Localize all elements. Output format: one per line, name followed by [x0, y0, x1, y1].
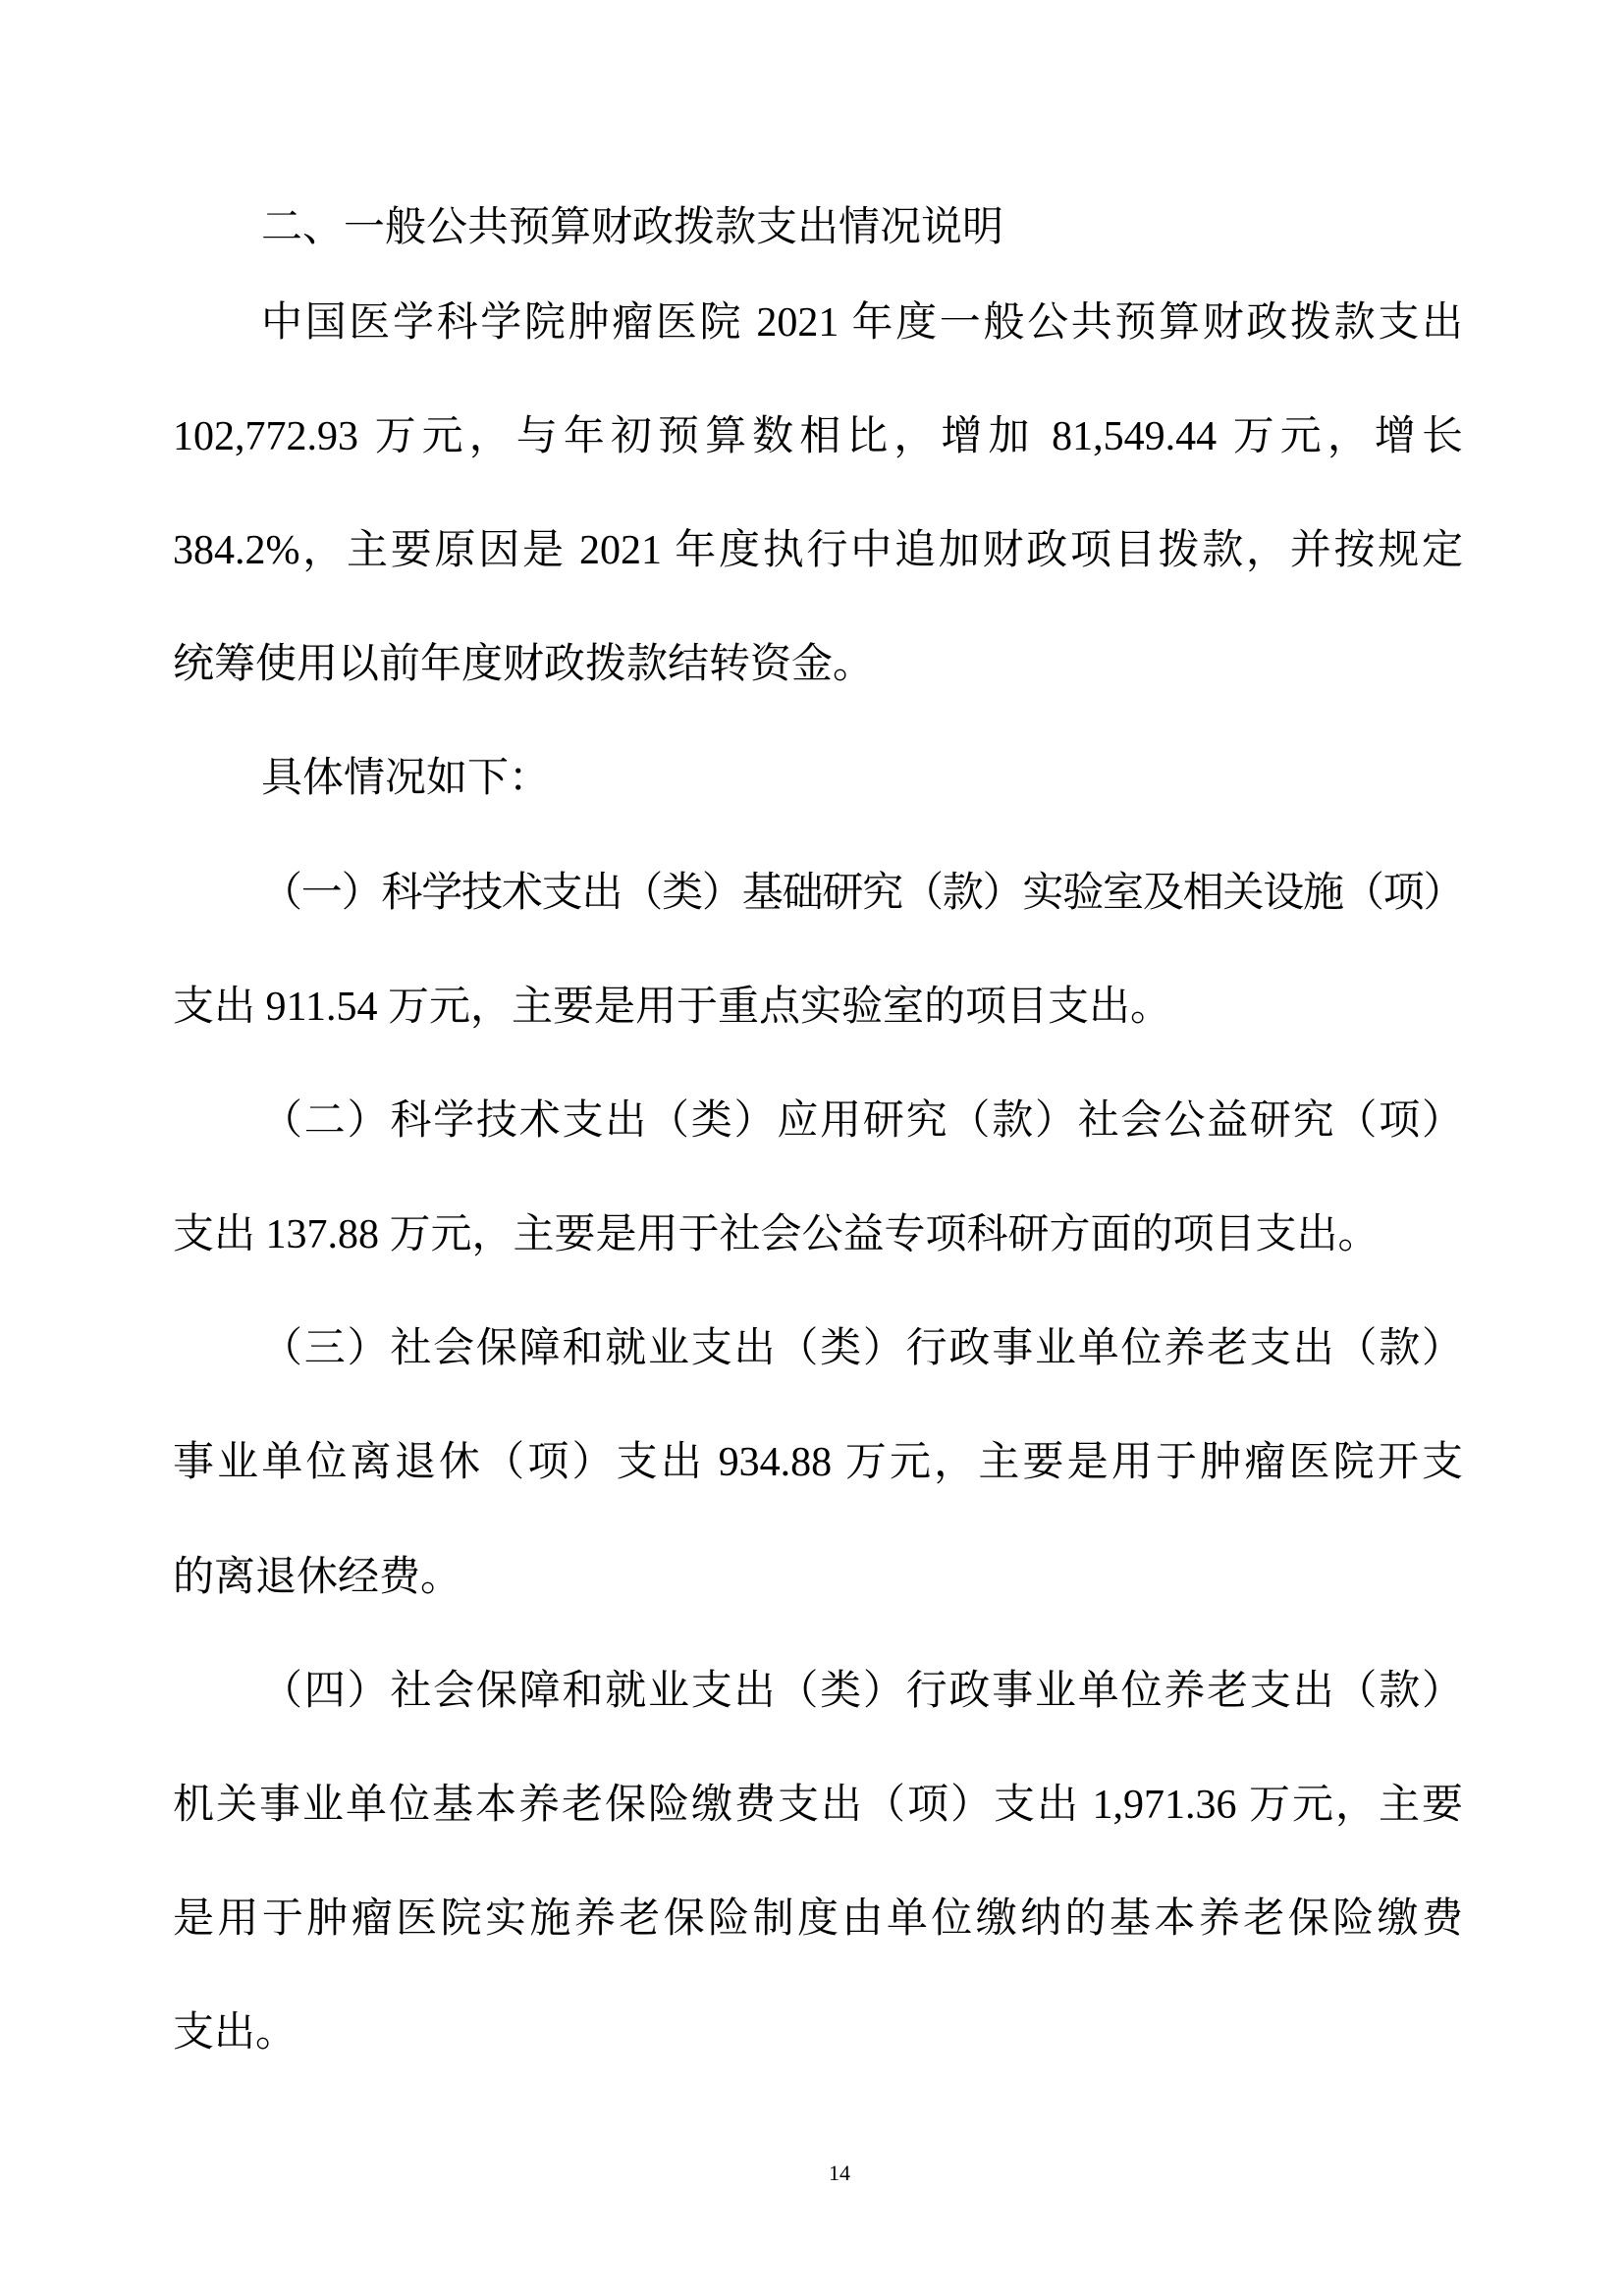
- text-line: 具体情况如下：: [261, 756, 551, 802]
- text-line: 的离退休经费。: [173, 1554, 462, 1600]
- paragraph-item-4: [173, 1634, 1463, 2091]
- paragraph-item-2: [173, 1064, 1463, 1292]
- text-line: 102,772.93 万元，与年初预算数相比，增加 81,549.44 万元，增长: [173, 413, 1463, 459]
- text-line: 中国医学科学院肿瘤医院 2021 年度一般公共预算财政拨款支出: [261, 299, 1463, 346]
- text-line: 事业单位离退休（项）支出 934.88 万元，主要是用于肿瘤医院开支: [173, 1440, 1463, 1486]
- text-line: 统筹使用以前年度财政拨款结转资金。: [173, 642, 875, 688]
- text-line: 机关事业单位基本养老保险缴费支出（项）支出 1,971.36 万元，主要: [173, 1783, 1463, 1829]
- paragraph-item-1: [173, 836, 1463, 1064]
- page-number: 14: [829, 2161, 850, 2185]
- text-line: （一）科学技术支出（类）基础研究（款）实验室及相关设施（项）: [261, 870, 1463, 916]
- paragraph-overview: [173, 266, 1463, 722]
- paragraph-item-3: [173, 1292, 1463, 1634]
- text-line: （二）科学技术支出（类）应用研究（款）社会公益研究（项）: [261, 1097, 1463, 1144]
- paragraph-details-intro: [173, 721, 1463, 835]
- text-line: （三）社会保障和就业支出（类）行政事业单位养老支出（款）: [261, 1326, 1463, 1372]
- text-line: 支出 911.54 万元，主要是用于重点实验室的项目支出。: [173, 984, 1171, 1030]
- text-line: 支出。: [173, 2010, 298, 2056]
- text-line: 是用于肿瘤医院实施养老保险制度由单位缴纳的基本养老保险缴费: [173, 1896, 1463, 1943]
- text-line: （四）社会保障和就业支出（类）行政事业单位养老支出（款）: [261, 1668, 1463, 1714]
- text-line: 384.2%，主要原因是 2021 年度执行中追加财政项目拨款，并按规定: [173, 527, 1463, 573]
- text-line: 支出 137.88 万元，主要是用于社会公益专项科研方面的项目支出。: [173, 1212, 1380, 1258]
- section-body: [173, 266, 1463, 2091]
- section-heading: 二、一般公共预算财政拨款支出情况说明: [261, 204, 1004, 250]
